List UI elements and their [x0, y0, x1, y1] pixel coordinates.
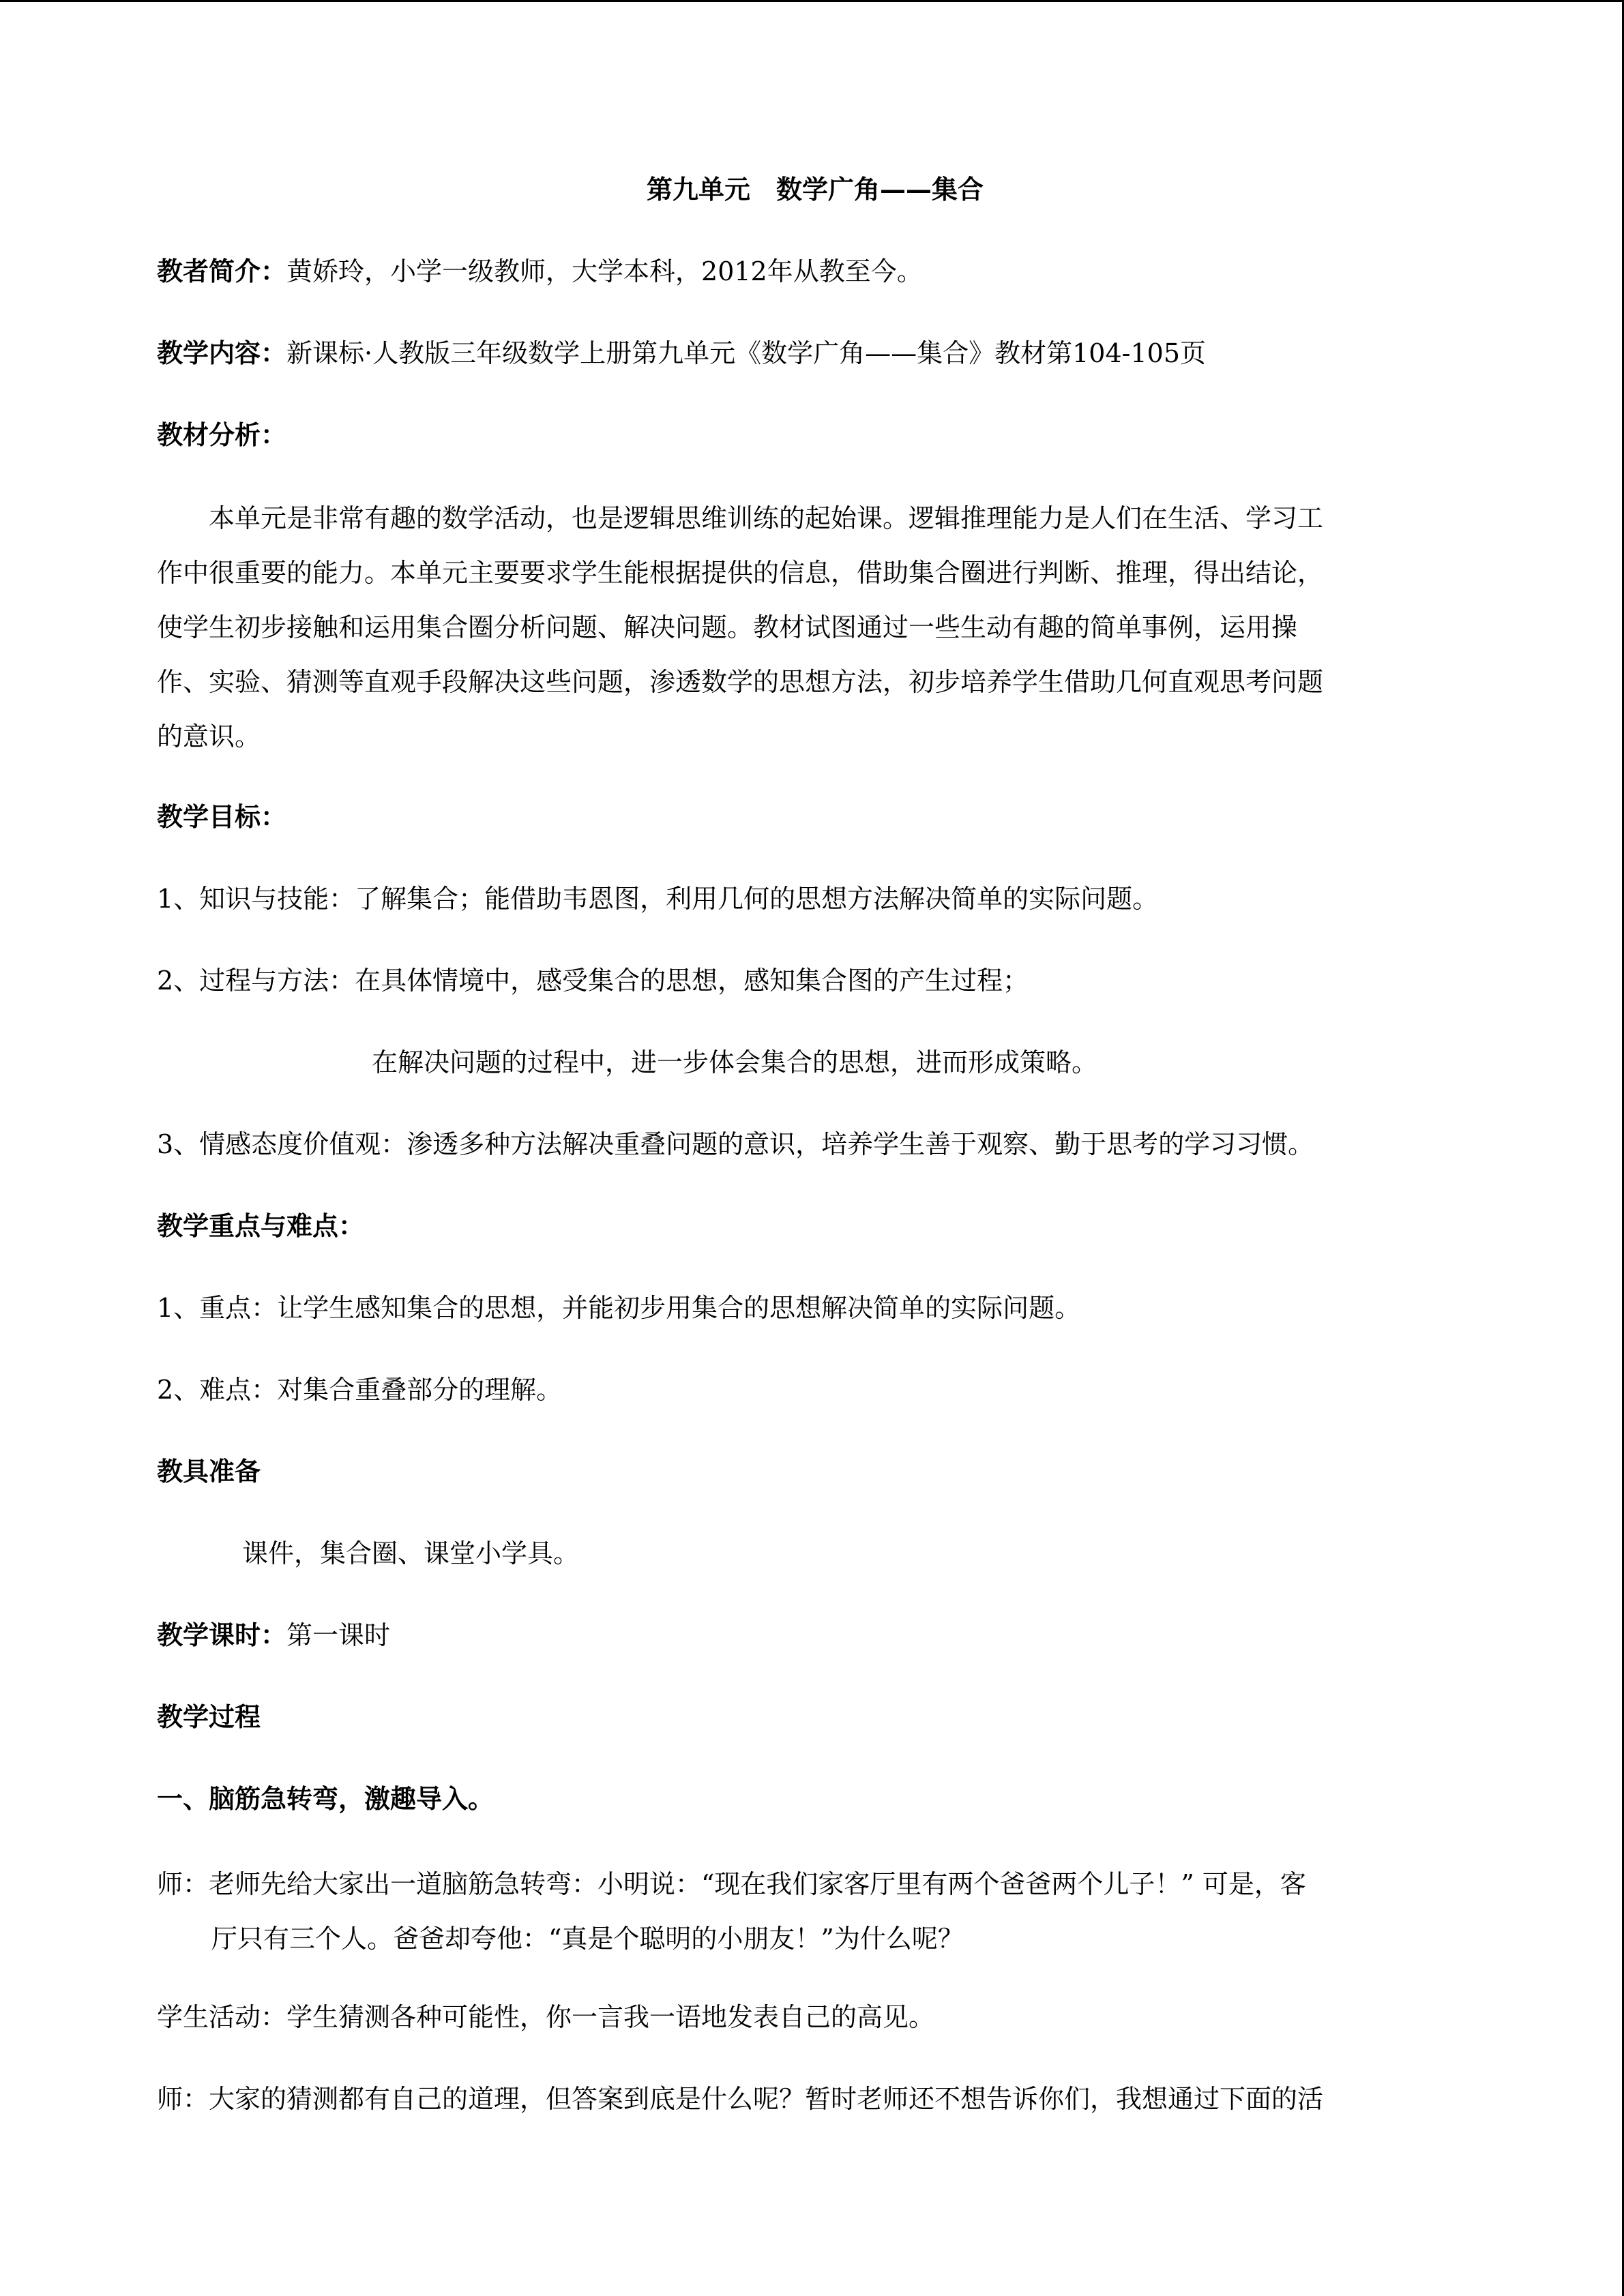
process-section-1: 一、脑筋急转弯，激趣导入。	[157, 1783, 494, 1814]
teacher-dialogue-line: 厅只有三个人。爸爸却夸他：“真是个聪明的小朋友！”为什么呢？	[211, 1924, 964, 1954]
teaching-period	[157, 1616, 390, 1654]
period-label: 教学课时：	[157, 1620, 287, 1650]
goal-item-process-cont: 在解决问题的过程中，进一步体会集合的思想，进而形成策略。	[372, 1047, 1098, 1077]
goal-item-process: 2、过程与方法：在具体情境中，感受集合的思想，感知集合图的产生过程；	[157, 966, 1029, 996]
tools-text: 课件，集合圈、课堂小学具。	[242, 1538, 580, 1568]
teacher-dialogue-2: 师：大家的猜测都有自己的道理，但答案到底是什么呢？暂时老师还不想告诉你们，我想通过下面的活	[157, 2084, 1324, 2114]
teacher-dialogue-1	[157, 1857, 1473, 1966]
goal-item-attitude: 3、情感态度价值观：渗透多种方法解决重叠问题的意识，培养学生善于观察、勤于思考的学习习惯。	[157, 1129, 1314, 1159]
period-text: 第一课时	[286, 1620, 391, 1650]
analysis-line: 使学生初步接触和运用集合圈分析问题、解决问题。教材试图通过一些生动有趣的简单事例，运用操	[157, 612, 1298, 642]
content-label: 教学内容：	[157, 338, 287, 368]
analysis-line: 的意识。	[157, 721, 261, 751]
analysis-line: 作、实验、猜测等直观手段解决这些问题，渗透数学的思想方法，初步培养学生借助几何直观思考问题	[157, 667, 1324, 697]
keypoints-heading: 教学重点与难点：	[157, 1210, 365, 1241]
keypoint-focus: 1、重点：让学生感知集合的思想，并能初步用集合的思想解决简单的实际问题。	[157, 1293, 1081, 1323]
tools-heading: 教具准备	[157, 1456, 261, 1487]
analysis-line: 本单元是非常有趣的数学活动，也是逻辑思维训练的起始课。逻辑推理能力是人们在生活、学习工	[157, 503, 1324, 533]
analysis-line: 作中很重要的能力。本单元主要要求学生能根据提供的信息，借助集合圈进行判断、推理，得出结论，	[157, 558, 1324, 588]
page-top-border	[0, 0, 1624, 2]
author-intro	[157, 252, 923, 290]
student-activity: 学生活动：学生猜测各种可能性，你一言我一语地发表自己的高见。	[157, 2002, 935, 2032]
author-text: 黄娇玲，小学一级教师，大学本科，2012年从教至今。	[286, 256, 923, 286]
analysis-paragraph	[157, 491, 1473, 764]
page-title: 第九单元 数学广角——集合	[646, 174, 984, 205]
process-heading: 教学过程	[157, 1701, 261, 1732]
goal-item-knowledge: 1、知识与技能：了解集合；能借助韦恩图，利用几何的思想方法解决简单的实际问题。	[157, 884, 1159, 914]
analysis-heading: 教材分析：	[157, 419, 287, 450]
teaching-content	[157, 334, 1206, 372]
goals-heading: 教学目标：	[157, 801, 287, 832]
keypoint-difficulty: 2、难点：对集合重叠部分的理解。	[157, 1375, 563, 1405]
teacher-dialogue-line: 师：老师先给大家出一道脑筋急转弯：小明说：“现在我们家客厅里有两个爸爸两个儿子！” 可是，客	[157, 1869, 1306, 1899]
author-label: 教者简介：	[157, 256, 287, 286]
content-text: 新课标·人教版三年级数学上册第九单元《数学广角——集合》教材第104-105页	[286, 338, 1206, 368]
